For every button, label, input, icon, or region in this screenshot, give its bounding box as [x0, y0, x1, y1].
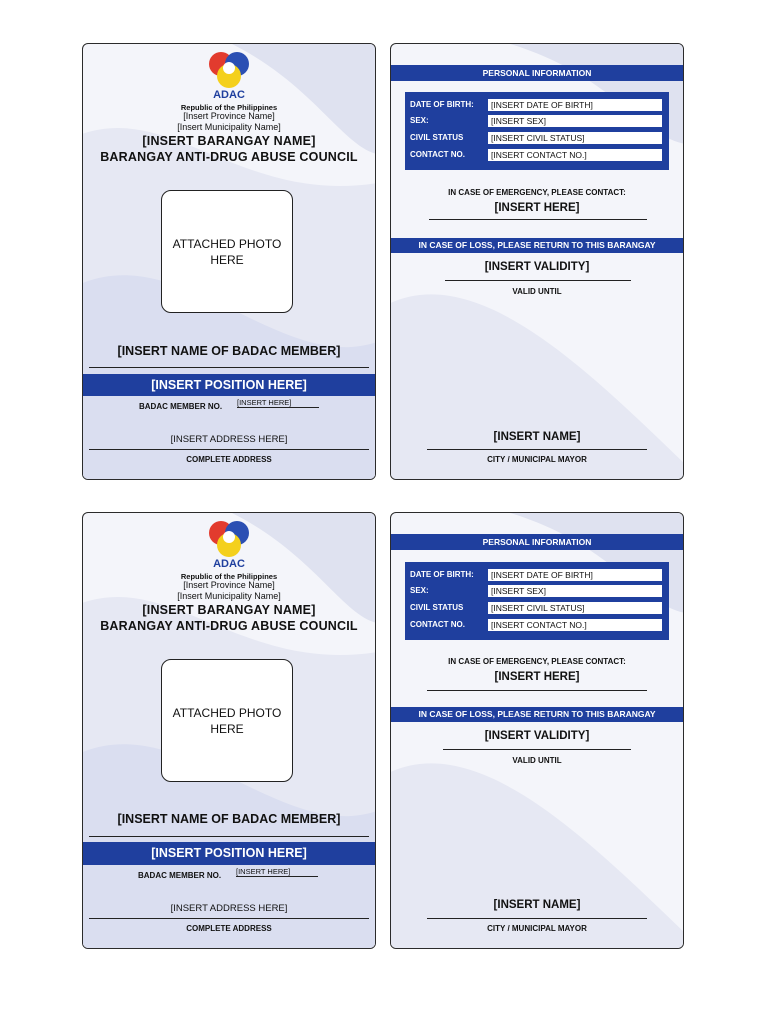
valid-until-label: VALID UNTIL: [512, 287, 562, 296]
id-card-front-1: [82, 43, 376, 480]
logo-text: ADAC: [213, 89, 245, 101]
barangay-name: [INSERT BARANGAY NAME]: [142, 134, 316, 148]
emergency-value: [INSERT HERE]: [494, 671, 580, 683]
adac-logo: [201, 517, 257, 571]
divider: [89, 918, 369, 919]
personal-info-box: [405, 562, 669, 640]
adac-logo: [201, 48, 257, 102]
personal-info-header: PERSONAL INFORMATION: [391, 534, 683, 550]
member-name: [INSERT NAME OF BADAC MEMBER]: [117, 812, 341, 826]
member-name: [INSERT NAME OF BADAC MEMBER]: [117, 344, 341, 358]
republic-text: Republic of the Philippines: [180, 572, 278, 581]
municipality-text: [Insert Municipality Name]: [177, 591, 281, 601]
field-value: [INSERT CIVIL STATUS]: [487, 131, 663, 145]
divider: [427, 449, 647, 450]
address-text: [INSERT ADDRESS HERE]: [170, 434, 288, 445]
divider: [427, 690, 647, 691]
field-label: SEX:: [410, 586, 429, 595]
field-value: [INSERT SEX]: [487, 114, 663, 128]
id-card-back-2: [390, 512, 684, 949]
mayor-name: [INSERT NAME]: [493, 431, 581, 443]
field-value: [INSERT SEX]: [487, 584, 663, 598]
province-text: [Insert Province Name]: [183, 111, 275, 121]
mayor-title: CITY / MUNICIPAL MAYOR: [487, 455, 587, 464]
province-text: [Insert Province Name]: [183, 580, 275, 590]
field-label: DATE OF BIRTH:: [410, 100, 474, 109]
info-row-dob: [405, 97, 669, 112]
info-row-sex: [405, 113, 669, 128]
emergency-label: IN CASE OF EMERGENCY, PLEASE CONTACT:: [448, 188, 626, 197]
valid-until-label: VALID UNTIL: [512, 756, 562, 765]
id-card-front-2: [82, 512, 376, 949]
info-row-contact: [405, 147, 669, 162]
divider: [443, 749, 631, 750]
field-value: [INSERT CONTACT NO.]: [487, 148, 663, 162]
loss-notice-bar: IN CASE OF LOSS, PLEASE RETURN TO THIS BARANGAY: [391, 707, 683, 722]
barangay-name: [INSERT BARANGAY NAME]: [142, 603, 316, 617]
info-row-sex: [405, 583, 669, 598]
field-label: CIVIL STATUS: [410, 603, 464, 612]
address-text: [INSERT ADDRESS HERE]: [170, 903, 288, 914]
field-value: [INSERT DATE OF BIRTH]: [487, 98, 663, 112]
field-label: CONTACT NO.: [410, 150, 465, 159]
validity-value: [INSERT VALIDITY]: [484, 730, 590, 742]
field-value: [INSERT DATE OF BIRTH]: [487, 568, 663, 582]
divider: [427, 918, 647, 919]
info-row-civil-status: [405, 600, 669, 615]
divider: [89, 836, 369, 837]
mayor-name: [INSERT NAME]: [493, 899, 581, 911]
logo-text: ADAC: [213, 558, 245, 570]
republic-text: Republic of the Philippines: [180, 103, 278, 112]
info-row-civil-status: [405, 130, 669, 145]
id-card-back-1: [390, 43, 684, 480]
info-row-contact: [405, 617, 669, 632]
council-name: BARANGAY ANTI-DRUG ABUSE COUNCIL: [100, 150, 358, 164]
member-no-value: [INSERT HERE]: [237, 398, 319, 408]
mayor-title: CITY / MUNICIPAL MAYOR: [487, 924, 587, 933]
field-value: [INSERT CIVIL STATUS]: [487, 601, 663, 615]
position-bar: [INSERT POSITION HERE]: [83, 842, 375, 865]
member-no-label: BADAC MEMBER NO.: [138, 871, 222, 880]
field-label: CONTACT NO.: [410, 620, 465, 629]
member-no-value: [INSERT HERE]: [236, 867, 318, 877]
field-label: CIVIL STATUS: [410, 133, 464, 142]
emergency-value: [INSERT HERE]: [494, 202, 580, 214]
council-name: BARANGAY ANTI-DRUG ABUSE COUNCIL: [100, 619, 358, 633]
info-row-dob: [405, 567, 669, 582]
personal-info-header: PERSONAL INFORMATION: [391, 65, 683, 81]
position-bar: [INSERT POSITION HERE]: [83, 374, 375, 396]
emergency-label: IN CASE OF EMERGENCY, PLEASE CONTACT:: [448, 657, 626, 666]
field-label: SEX:: [410, 116, 429, 125]
divider: [89, 449, 369, 450]
member-no-label: BADAC MEMBER NO.: [139, 402, 223, 411]
divider: [445, 280, 631, 281]
municipality-text: [Insert Municipality Name]: [177, 122, 281, 132]
personal-info-box: [405, 92, 669, 170]
loss-notice-bar: IN CASE OF LOSS, PLEASE RETURN TO THIS BARANGAY: [391, 238, 683, 253]
field-value: [INSERT CONTACT NO.]: [487, 618, 663, 632]
divider: [89, 367, 369, 368]
photo-placeholder: ATTACHED PHOTO HERE: [161, 659, 293, 782]
address-label: COMPLETE ADDRESS: [186, 455, 272, 464]
address-label: COMPLETE ADDRESS: [186, 924, 272, 933]
divider: [429, 219, 647, 220]
photo-placeholder: ATTACHED PHOTO HERE: [161, 190, 293, 313]
validity-value: [INSERT VALIDITY]: [484, 261, 590, 273]
field-label: DATE OF BIRTH:: [410, 570, 474, 579]
